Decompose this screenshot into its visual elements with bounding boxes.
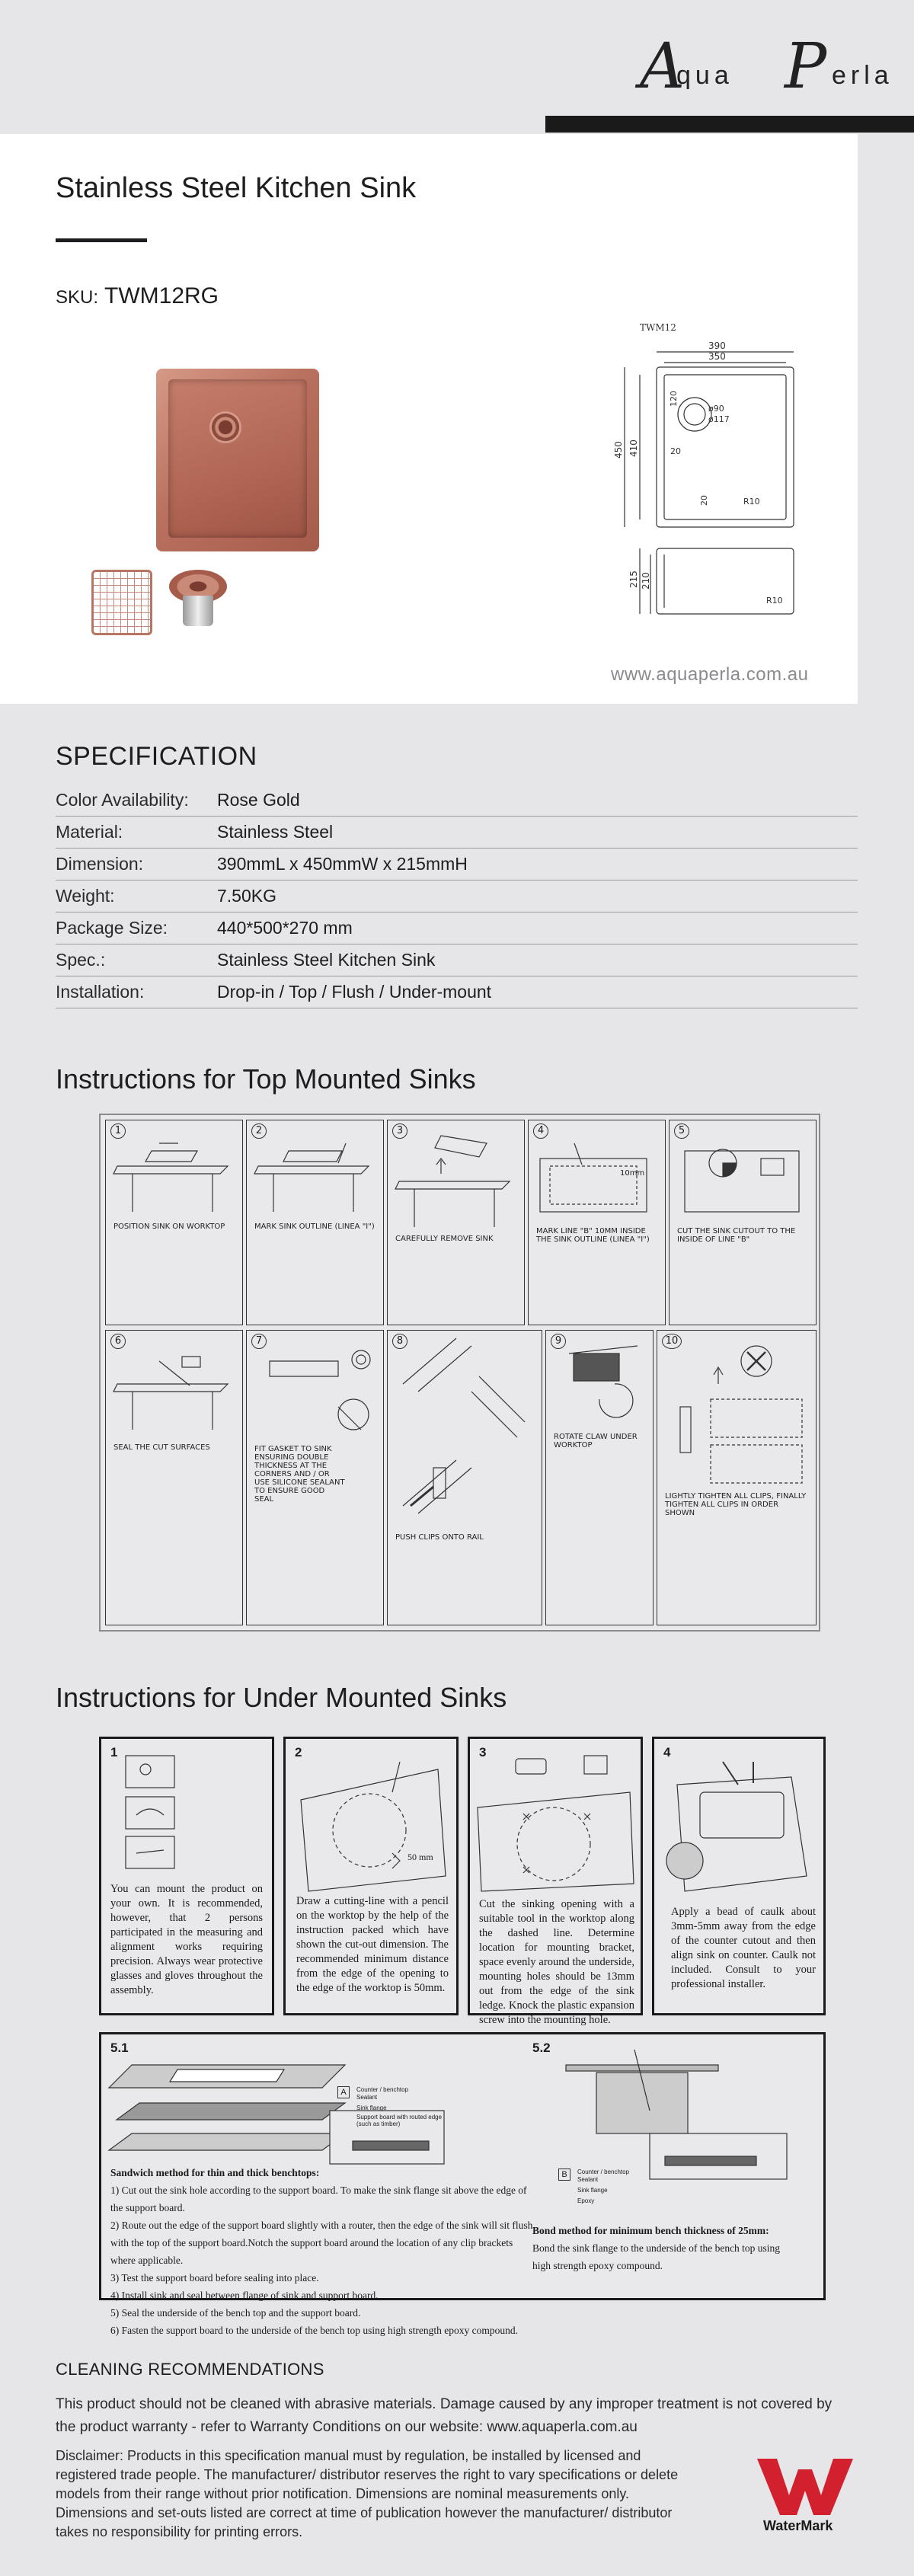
disclaimer-text: Disclaimer: Products in this specification manual must by regulation, be installed by licensed and registered trade people. The manufacturer/ distributor reserves the right to vary specifications or delete models from their range without prior notification. Dimensions are nominal measurements only. Dimensions and set-outs listed are correct at time of publication however the manufacturer/ distributor takes no responsibility for printing errors. xyxy=(56,2448,679,2539)
sku-label: SKU: xyxy=(56,287,99,308)
step-text: Apply a bead of caulk about 3mm-5mm away from the edge of the counter cutout and then align sink on counter. Caulk not included. Consult to your professional installer. xyxy=(671,1906,816,1990)
text-line: 6) Fasten the support board to the underside of the bench top using high strength epoxy compound. xyxy=(110,2325,519,2336)
dim-d117: ø117 xyxy=(708,414,730,424)
step-caption: CAREFULLY REMOVE SINK xyxy=(395,1235,494,1243)
step-caption: CUT THE SINK CUTOUT TO THE INSIDE OF LINE "B" xyxy=(677,1227,796,1244)
spec-label: Installation: xyxy=(56,982,145,1002)
spec-label: Dimension: xyxy=(56,854,144,874)
step-5-1-text xyxy=(110,2164,537,2339)
watermark-logo xyxy=(756,2454,855,2538)
under-step-5 xyxy=(99,2032,826,2336)
spec-value: 440*500*270 mm xyxy=(217,918,353,938)
dim-410: 410 xyxy=(628,439,639,457)
dim-210: 210 xyxy=(641,572,651,590)
title-underline xyxy=(56,238,147,242)
spec-value: 390mmL x 450mmW x 215mmH xyxy=(217,854,468,874)
step-annotation: 50 mm xyxy=(407,1852,433,1862)
step-number: 1 xyxy=(110,1123,126,1139)
step-number: 4 xyxy=(663,1745,671,1759)
website-url[interactable]: www.aquaperla.com.au xyxy=(611,664,809,685)
top-step-7 xyxy=(246,1330,384,1625)
text-line: Bond the sink flange to the underside of the bench top using high strength epoxy compound. xyxy=(532,2242,781,2271)
step-number: 7 xyxy=(251,1334,267,1349)
diagram-label: Support board with routed edge (such as timber) xyxy=(356,2114,443,2127)
spec-row xyxy=(56,944,858,976)
technical-drawing xyxy=(594,321,838,634)
text-line: Bond method for minimum bench thickness of 25mm: xyxy=(532,2225,769,2236)
top-mount-title: Instructions for Top Mounted Sinks xyxy=(56,1063,476,1095)
step-number: 8 xyxy=(392,1334,407,1349)
dim-20-left: 20 xyxy=(670,446,681,456)
spec-value: Rose Gold xyxy=(217,790,300,810)
callout-b: B xyxy=(558,2169,570,2181)
step-number: 10 xyxy=(662,1334,682,1349)
top-step-6 xyxy=(105,1330,243,1625)
logo-letter-a: A xyxy=(640,30,686,103)
diagram-label: Counter / benchtop xyxy=(356,2086,409,2093)
aquaperla-logo xyxy=(632,27,906,103)
watermark-icon xyxy=(756,2454,855,2518)
diagram-label: Epoxy xyxy=(577,2197,595,2204)
dim-d90: ø90 xyxy=(708,404,724,414)
text-line: 4) Install sink and seal between flange of sink and support board. xyxy=(110,2290,379,2301)
spec-table xyxy=(56,785,858,1008)
drawing-model: TWM12 xyxy=(640,322,676,333)
text-line: 3) Test the support board before sealing into place. xyxy=(110,2272,319,2284)
spec-title: SPECIFICATION xyxy=(56,742,257,771)
spec-row xyxy=(56,849,858,881)
text-line: 5) Seal the underside of the bench top and the support board. xyxy=(110,2307,361,2319)
spec-row xyxy=(56,785,858,817)
sink-photo xyxy=(156,369,319,551)
spec-row xyxy=(56,817,858,849)
sink-drain-icon xyxy=(209,411,241,443)
step-number: 2 xyxy=(251,1123,267,1139)
step-caption: SEAL THE CUT SURFACES xyxy=(113,1443,210,1452)
step-caption: MARK SINK OUTLINE (LINEA "I") xyxy=(254,1222,375,1231)
spec-value: Drop-in / Top / Flush / Under-mount xyxy=(217,982,492,1002)
spec-label: Color Availability: xyxy=(56,790,189,810)
diagram-label: Sealant xyxy=(577,2176,599,2183)
step-annotation: 10mm xyxy=(620,1169,645,1178)
spec-label: Spec.: xyxy=(56,950,106,970)
under-step-3 xyxy=(468,1737,643,2026)
step-number: 3 xyxy=(479,1745,487,1759)
step-5-2-text xyxy=(532,2222,784,2274)
dim-r10-top: R10 xyxy=(743,497,760,507)
under-mount-title: Instructions for Under Mounted Sinks xyxy=(56,1682,507,1713)
spec-label: Material: xyxy=(56,822,123,842)
dim-20-bottom: 20 xyxy=(699,495,709,506)
diagram-label: Sealant xyxy=(356,2094,378,2101)
top-step-2 xyxy=(246,1120,384,1325)
step-text: Cut the sinking opening with a suitable tool in the worktop along the dashed line. Determine location for mounting bracket, space evenly around the underside, mounting holes should be 13mm out from the edge of the sink ledge. Knock the plastic expansion screw into the mounting hole. xyxy=(479,1898,634,2026)
dim-350: 350 xyxy=(708,351,726,362)
step-caption: MARK LINE "B" 10MM INSIDE THE SINK OUTLINE (LINEA "I") xyxy=(536,1227,650,1244)
step-number: 2 xyxy=(295,1745,302,1759)
step-number: 3 xyxy=(392,1123,407,1139)
strainer-waste-accessory xyxy=(166,570,232,635)
top-step-4 xyxy=(528,1120,666,1325)
page-title: Stainless Steel Kitchen Sink xyxy=(56,172,417,204)
diagram-label: Sink flange xyxy=(356,2105,387,2111)
under-step-1 xyxy=(99,1737,274,2015)
spec-label: Weight: xyxy=(56,886,115,906)
cleaning-text: This product should not be cleaned with abrasive materials. Damage caused by any improper treatment is not covered by the product warranty - refer to Warranty Conditions on our website: www.aquaperla.com.au xyxy=(56,2396,833,2435)
cleaning-title: CLEANING RECOMMENDATIONS xyxy=(56,2360,324,2379)
under-step-2 xyxy=(283,1737,459,2015)
spec-label: Package Size: xyxy=(56,918,168,938)
callout-a: A xyxy=(337,2086,350,2098)
spec-value: Stainless Steel Kitchen Sink xyxy=(217,950,436,970)
step-caption: ROTATE CLAW UNDER WORKTOP xyxy=(554,1433,638,1449)
under-step-4 xyxy=(652,1737,826,2015)
step-number: 9 xyxy=(551,1334,566,1349)
dim-120: 120 xyxy=(669,391,679,407)
top-step-9 xyxy=(545,1330,654,1625)
step-number: 5.2 xyxy=(532,2041,551,2055)
step-caption: POSITION SINK ON WORKTOP xyxy=(113,1222,225,1231)
dim-215: 215 xyxy=(628,570,639,588)
step-caption: PUSH CLIPS ONTO RAIL xyxy=(395,1533,484,1542)
step-text: You can mount the product on your own. It is recommended, however, that 2 persons participated in the measuring and alignment works requiring precision. Always wear protective glasses and gloves throughout the assembly. xyxy=(110,1883,263,1996)
sink-bowl xyxy=(168,379,307,538)
dim-450: 450 xyxy=(613,441,624,459)
top-step-3 xyxy=(387,1120,525,1325)
dim-390: 390 xyxy=(708,340,726,351)
sku-line xyxy=(56,283,219,309)
spec-value: 7.50KG xyxy=(217,886,276,906)
top-step-8 xyxy=(387,1330,542,1625)
text-line: Sandwich method for thin and thick benchtops: xyxy=(110,2167,320,2178)
top-step-5 xyxy=(669,1120,817,1325)
text-line: 1) Cut out the sink hole according to the support board. To make the sink flange sit above the edge of the support board. xyxy=(110,2184,527,2213)
top-step-10 xyxy=(657,1330,817,1625)
step-number: 1 xyxy=(110,1745,118,1759)
spec-row xyxy=(56,912,858,944)
spec-row xyxy=(56,976,858,1008)
step-number: 5.1 xyxy=(110,2041,129,2055)
watermark-label: WaterMark xyxy=(763,2518,833,2533)
step-caption: LIGHTLY TIGHTEN ALL CLIPS, FINALLY TIGHTEN ALL CLIPS IN ORDER SHOWN xyxy=(665,1492,807,1517)
logo-word-qua: qua xyxy=(676,61,733,90)
diagram-label: Counter / benchtop xyxy=(577,2169,630,2175)
top-mount-instructions xyxy=(99,1114,820,1632)
step-number: 5 xyxy=(674,1123,689,1139)
strainer-body xyxy=(183,596,213,626)
header-bar xyxy=(545,116,914,133)
spec-row xyxy=(56,881,858,912)
logo-letter-p: P xyxy=(785,30,827,103)
sku-value: TWM12RG xyxy=(104,283,219,308)
step-caption: FIT GASKET TO SINK ENSURING DOUBLE THICKNESS AT THE CORNERS AND / OR USE SILICONE SEALANT TO ENSURE GOOD SEAL xyxy=(254,1445,345,1504)
sink-grid-accessory xyxy=(91,570,152,635)
spec-value: Stainless Steel xyxy=(217,822,334,842)
step-number: 6 xyxy=(110,1334,126,1349)
step-number: 4 xyxy=(533,1123,548,1139)
top-step-1 xyxy=(105,1120,243,1325)
logo-word-erla: erla xyxy=(832,61,893,90)
dim-r10-side: R10 xyxy=(766,596,783,606)
text-line: 2) Route out the edge of the support board slightly with a router, then the edge of the sink will sit flush with the top of the support board.Notch the support board around the location of any clip brackets where applicable. xyxy=(110,2220,533,2266)
step-text: Draw a cutting-line with a pencil on the worktop by the help of the instruction packed which have shown the cut-out dimension. The recommended minimum distance from the edge of the opening to the edge of the worktop is 50mm. xyxy=(296,1895,449,1994)
diagram-label: Sink flange xyxy=(577,2187,608,2194)
